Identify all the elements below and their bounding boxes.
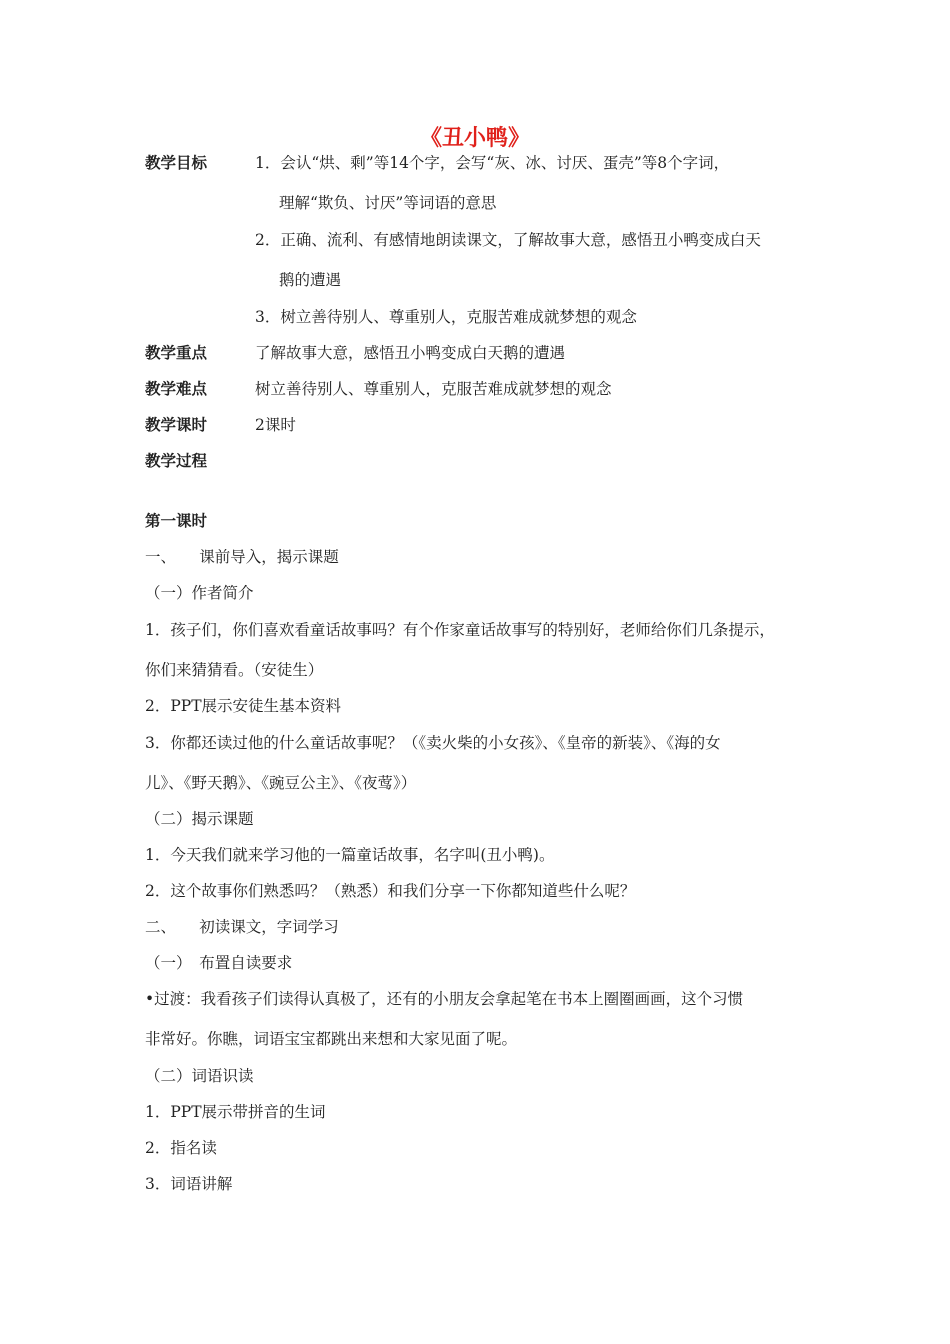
paragraph-line: 1．孩子们，你们喜欢看童话故事吗？有个作家童话故事写的特别好，老师给你们几条提示， [145, 621, 775, 639]
goal-1-line-2: 理解“欺负、讨厌”等词语的意思 [279, 194, 497, 212]
goals-label: 教学目标 [145, 154, 208, 172]
subsection-topic: （二）揭示课题 [145, 810, 254, 828]
goal-1-line-1: 1．会认“烘、剩”等14个字，会写“灰、冰、讨厌、蛋壳”等8个字词， [255, 154, 730, 172]
lesson-heading: 第一课时 [145, 512, 208, 530]
section-2-heading: 二、 初读课文，字词学习 [145, 918, 339, 936]
paragraph-line: 2．PPT展示安徒生基本资料 [145, 697, 342, 715]
hours-text: 2课时 [255, 416, 296, 434]
goal-3: 3．树立善待别人、尊重别人，克服苦难成就梦想的观念 [255, 308, 637, 326]
subsection-author: （一）作者简介 [145, 584, 254, 602]
paragraph-line: 1．今天我们就来学习他的一篇童话故事，名字叫(丑小鸭)。 [145, 846, 555, 864]
paragraph-line: 非常好。你瞧，词语宝宝都跳出来想和大家见面了呢。 [145, 1030, 518, 1048]
paragraph-line: 1．PPT展示带拼音的生词 [145, 1103, 326, 1121]
section-1-heading: 一、 课前导入，揭示课题 [145, 548, 339, 566]
goal-2-line-2: 鹅的遭遇 [279, 271, 342, 289]
document-title: 《丑小鸭》 [419, 126, 530, 151]
paragraph-line: 3．词语讲解 [145, 1175, 233, 1193]
paragraph-line: 儿》、《野天鹅》、《豌豆公主》、《夜莺》） [145, 774, 417, 792]
subsection-words: （二）词语识读 [145, 1067, 254, 1085]
difficulty-text: 树立善待别人、尊重别人，克服苦难成就梦想的观念 [255, 380, 612, 398]
subsection-reading: （一） 布置自读要求 [145, 954, 293, 972]
process-label: 教学过程 [145, 452, 208, 470]
paragraph-line: 3．你都还读过他的什么童话故事呢？（《卖火柴的小女孩》、《皇帝的新装》、《海的女 [145, 734, 721, 752]
focus-text: 了解故事大意，感悟丑小鸭变成白天鹅的遭遇 [255, 344, 566, 362]
focus-label: 教学重点 [145, 344, 208, 362]
difficulty-label: 教学难点 [145, 380, 208, 398]
goal-2-line-1: 2．正确、流利、有感情地朗读课文，了解故事大意，感悟丑小鸭变成白天 [255, 231, 761, 249]
paragraph-line: 2．指名读 [145, 1139, 217, 1157]
paragraph-line: 你们来猜猜看。（安徒生） [145, 661, 324, 679]
paragraph-line: •过渡：我看孩子们读得认真极了，还有的小朋友会拿起笔在书本上圈圈画画，这个习惯 [145, 990, 744, 1008]
hours-label: 教学课时 [145, 416, 208, 434]
paragraph-line: 2．这个故事你们熟悉吗？（熟悉）和我们分享一下你都知道些什么呢？ [145, 882, 636, 900]
